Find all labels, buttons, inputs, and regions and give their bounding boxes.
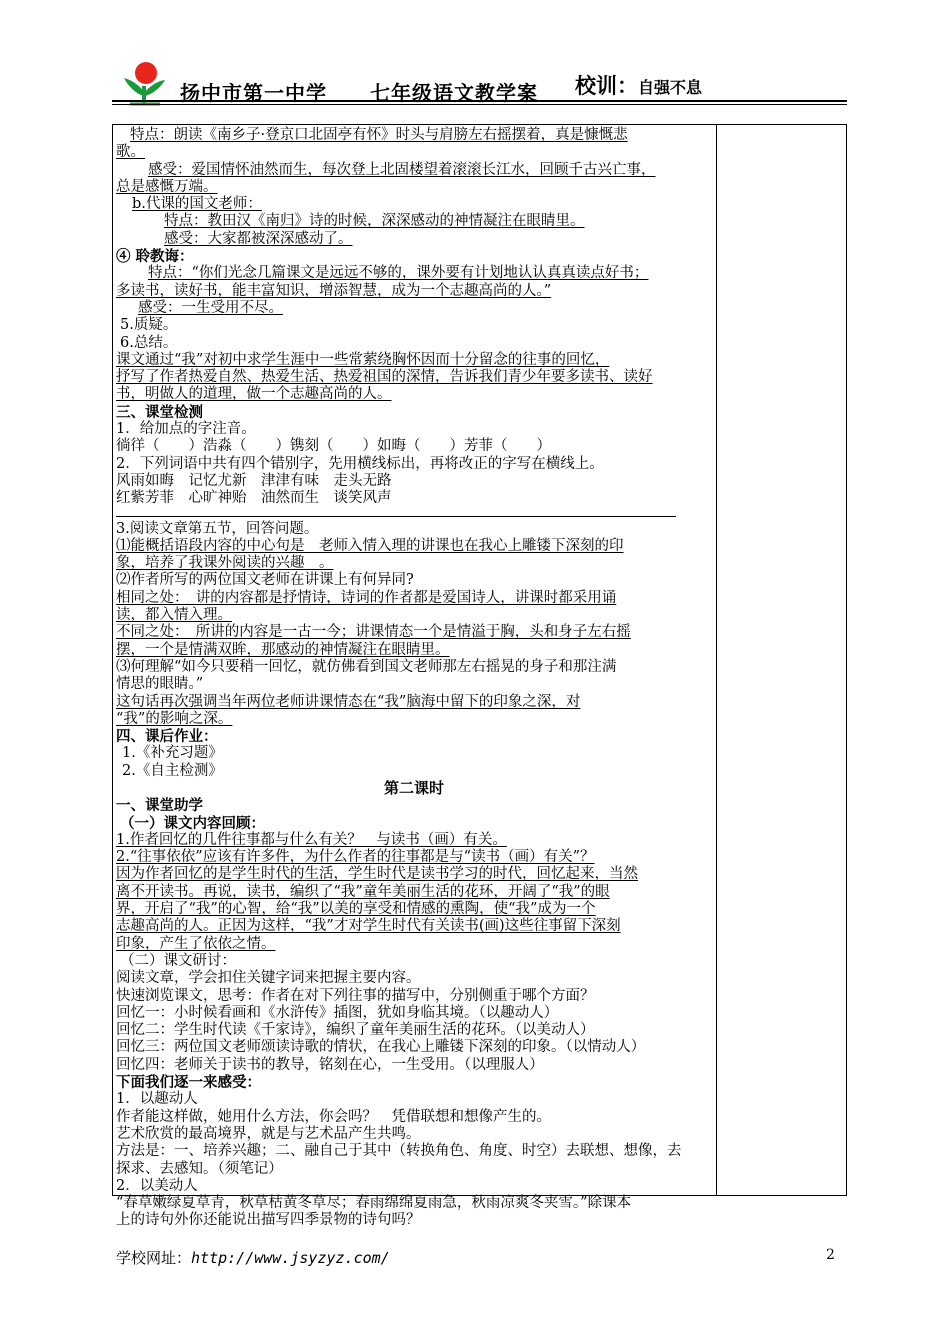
table-column-divider bbox=[716, 124, 717, 1196]
text-line: “我”的影响之深。 bbox=[116, 710, 233, 727]
text-line: 书，明做人的道理，做一个志趣高尚的人。 bbox=[116, 386, 392, 403]
text-line: 相同之处： 讲的内容都是抒情诗，诗词的作者都是爱国诗人，讲课时都采用诵 bbox=[116, 589, 617, 606]
text-line: 3.阅读文章第五节，回答问题。 bbox=[116, 520, 319, 537]
text-line: 象，培养了我课外阅读的兴趣 。 bbox=[116, 555, 334, 572]
text-line: （二）课文研讨： bbox=[120, 952, 236, 969]
motto-label: 校训： bbox=[575, 74, 638, 98]
text-line: 探求、去感知。（须笔记） bbox=[116, 1160, 283, 1177]
text-line: 红紫芳菲 心旷神贻 油然而生 谈笑风声 bbox=[116, 490, 392, 507]
section-heading: ④ 聆教诲： bbox=[116, 248, 194, 266]
answer-line bbox=[116, 508, 676, 517]
text-line: 特点：教田汉《南归》诗的时候，深深感动的神情凝注在眼睛里。 bbox=[164, 213, 585, 230]
text-line: 阅读文章，学会扣住关键字词来把握主要内容。 bbox=[116, 970, 421, 987]
text-line: b.代课的国文老师： bbox=[132, 196, 262, 213]
school-name: 扬中市第一中学 bbox=[180, 81, 327, 105]
text-line: 多读书，读好书，能丰富知识，增添智慧，成为一个志趣高尚的人。” bbox=[116, 282, 552, 299]
page-header bbox=[112, 60, 847, 108]
section-heading: （一）课文内容回顾： bbox=[120, 814, 265, 832]
text-line: 回忆四：老师关于读书的教导，铭刻在心，一生受用。（以理服人） bbox=[116, 1056, 544, 1073]
section-heading: 下面我们逐一来感受： bbox=[116, 1074, 261, 1092]
text-line: 方法是：一、培养兴趣；二、融自己于其中（转换角色、角度、时空）去联想、想像，去 bbox=[116, 1143, 682, 1160]
text-line: 1.《补充习题》 bbox=[122, 745, 223, 762]
text-line: 总是感慨万端。 bbox=[116, 178, 218, 195]
text-line: 界，开启了“我”的心智，给“我”以美的享受和情感的熏陶，使“我”成为一个 bbox=[116, 901, 596, 918]
plan-title: 七年级语文教学案 bbox=[370, 81, 538, 105]
lesson-period-title: 第二课时 bbox=[383, 778, 444, 797]
page-footer bbox=[116, 1247, 390, 1268]
text-line: 课文通过“我”对初中求学生涯中一些常萦绕胸怀因而十分留念的往事的回忆， bbox=[116, 351, 610, 368]
text-line: ⑴能概括语段内容的中心句是 老师入情入理的讲课也在我心上雕镂下深刻的印 bbox=[116, 537, 624, 554]
school-website-link[interactable]: http://www.jsyzyz.com/ bbox=[191, 1249, 390, 1267]
section-heading: 三、课堂检测 bbox=[116, 403, 203, 421]
text-line: 风雨如晦 记忆尤新 津津有味 走头无路 bbox=[116, 472, 392, 489]
school-motto bbox=[575, 70, 702, 100]
motto-text: 自强不息 bbox=[638, 78, 703, 97]
text-line: 离不开读书。再说，读书，编织了“我”童年美丽生活的花环，开阔了“我”的眼 bbox=[116, 883, 610, 900]
text-line: 志趣高尚的人。正因为这样，“我”才对学生时代有关读书(画)这些往事留下深刻 bbox=[116, 918, 621, 935]
text-line: 读，都入情入理。 bbox=[116, 607, 232, 624]
text-line: 感受：一生受用不尽。 bbox=[138, 299, 283, 316]
text-line: ⑶何理解“如今只要稍一回忆，就仿佛看到国文老师那左右摇晃的身子和那注满 bbox=[116, 658, 617, 675]
header-rule-thin bbox=[112, 104, 847, 105]
text-line: 2.《自主检测》 bbox=[122, 762, 223, 779]
text-line: 快速浏览课文，思考：作者在对下列往事的描写中，分别侧重于哪个方面？ bbox=[116, 987, 595, 1004]
header-rule bbox=[112, 100, 847, 102]
text-line: 回忆三：两位国文老师颂读诗歌的情状，在我心上雕镂下深刻的印象。（以情动人） bbox=[116, 1039, 646, 1056]
page-number: 2 bbox=[826, 1247, 835, 1263]
text-line: 1．以趣动人 bbox=[116, 1091, 198, 1108]
text-line: 歌。 bbox=[116, 144, 145, 161]
text-line: 5.质疑。 bbox=[120, 317, 178, 334]
text-line: ⑵作者所写的两位国文老师在讲课上有何异同? bbox=[116, 572, 414, 589]
footer-label: 学校网址： bbox=[116, 1249, 192, 1267]
text-line: “春草嫩绿夏草青，秋草枯黄冬草尽；春雨绵绵夏雨急，秋雨凉爽冬夹雪。”除课本 bbox=[116, 1195, 632, 1212]
text-line: 抒写了作者热爱自然、热爱生活、热爱祖国的深情，告诉我们青少年要多读书、读好 bbox=[116, 369, 653, 386]
text-line: 回忆二：学生时代读《千家诗》，编织了童年美丽生活的花环。（以美动人） bbox=[116, 1022, 595, 1039]
text-line: 情思的眼睛。” bbox=[116, 676, 204, 693]
text-line: 感受：大家都被深深感动了。 bbox=[164, 230, 353, 247]
section-heading: 四、课后作业： bbox=[116, 728, 218, 746]
text-line: 2．下列词语中共有四个错别字，先用横线标出，再将改正的字写在横线上。 bbox=[116, 455, 604, 472]
lesson-content bbox=[116, 127, 712, 1230]
text-line: 特点：“你们光念几篇课文是远远不够的，课外要有计划地认认真真读点好书； bbox=[148, 265, 649, 282]
text-line: 2.“往事依依”应该有许多件，为什么作者的往事都是与“读书（画）有关”？ bbox=[116, 849, 595, 866]
text-line: 回忆一：小时候看画和《水浒传》插图，犹如身临其境。（以趣动人） bbox=[116, 1004, 559, 1021]
text-line: 特点：朗读《南乡子·登京口北固亭有怀》时头与肩膀左右摇摆着，真是慷慨悲 bbox=[130, 127, 628, 143]
text-line: 徜徉（ ）浩淼（ ）镌刻（ ）如晦（ ）芳菲（ ） bbox=[116, 438, 551, 455]
text-line: 艺术欣赏的最高境界，就是与艺术品产生共鸣。 bbox=[116, 1125, 421, 1142]
text-line: 摆，一个是情满双眸，那感动的神情凝注在眼睛里。 bbox=[116, 641, 450, 658]
text-line: 因为作者回忆的是学生时代的生活，学生时代是读书学习的时代，回忆起来，当然 bbox=[116, 866, 638, 883]
text-line: 作者能这样做，她用什么方法，你会吗？ 凭借联想和想像产生的。 bbox=[116, 1108, 551, 1125]
text-line: 1．给加点的字注音。 bbox=[116, 421, 256, 438]
text-line: 上的诗句外你还能说出描写四季景物的诗句吗？ bbox=[116, 1212, 421, 1229]
text-line: 2．以美动人 bbox=[116, 1177, 198, 1194]
text-line: 感受：爱国情怀油然而生，每次登上北固楼望着滚滚长江水，回顾千古兴亡事， bbox=[148, 161, 656, 178]
text-line: 这句话再次强调当年两位老师讲课情态在“我”脑海中留下的印象之深，对 bbox=[116, 693, 581, 710]
text-line: 不同之处： 所讲的内容是一古一今；讲课情态一个是情溢于胸，头和身子左右摇 bbox=[116, 624, 631, 641]
text-line: 1.作者回忆的几件往事都与什么有关？ 与读书（画）有关。 bbox=[116, 831, 507, 848]
section-heading: 一、课堂助学 bbox=[116, 797, 203, 815]
text-line: 印象，产生了依依之情。 bbox=[116, 935, 276, 952]
text-line: 6.总结。 bbox=[120, 334, 178, 351]
